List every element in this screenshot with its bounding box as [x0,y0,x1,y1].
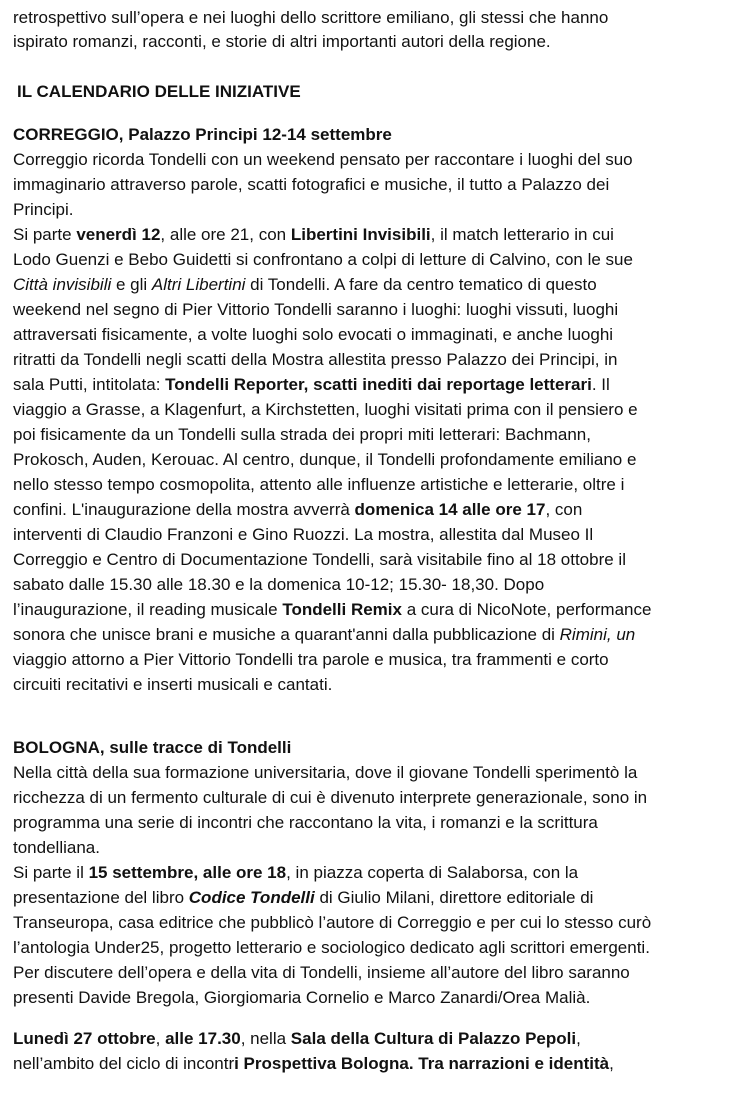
text-run: Si parte il [13,863,89,882]
text-line [13,1027,581,1051]
text-line [13,911,651,935]
text-run: , nella [240,1029,291,1048]
text-line [13,673,332,697]
text-run: , con [545,500,583,519]
text-run: ritratti da Tondelli negli scatti della Mostra allestita presso Palazzo dei Principi, in [13,350,618,369]
text-run: ricchezza di un fermento culturale di cui è divenuto interprete generazionale, sono in [13,788,648,807]
text-run: sabato dalle 15.30 alle 18.30 e la domenica 10-12; 15.30- 18,30. Dopo [13,575,545,594]
bold-italic-text: Codice Tondelli [188,888,315,907]
subsection-heading [13,123,392,147]
text-line [13,298,618,322]
bold-text: IL CALENDARIO DELLE INIZIATIVE [17,82,301,101]
text-line [13,598,651,622]
text-run: a cura di NicoNote, performance [401,600,652,619]
text-run: nello stesso tempo cosmopolita, attento alle influenze artistiche e letterarie, oltre i [13,475,625,494]
text-run: nell’ambito del ciclo di incontr [13,1054,235,1073]
text-line [13,811,598,835]
text-line [13,986,590,1010]
section-heading [17,80,301,104]
text-run: interventi di Claudio Franzoni e Gino Ruozzi. La mostra, allestita dal Museo Il [13,525,594,544]
text-run: l’inaugurazione, il reading musicale [13,600,283,619]
text-line [13,423,591,447]
bold-text: Libertini Invisibili [290,225,431,244]
text-run: programma una serie di incontri che raccontano la vita, i romanzi e la scrittura [13,813,598,832]
text-line [13,623,635,647]
text-run: circuiti recitativi e inserti musicali e cantati. [13,675,333,694]
bold-text: Sala della Cultura di Palazzo Pepoli [290,1029,577,1048]
text-run: . Il [591,375,610,394]
text-run: e gli [111,275,152,294]
text-line [13,448,636,472]
text-line [13,198,73,222]
bold-text: CORREGGIO, Palazzo Principi 12-14 settembre [13,125,392,144]
text-line [13,273,597,297]
bold-text: 15 settembre, alle ore 18 [88,863,287,882]
text-run: , [155,1029,166,1048]
bold-text: alle 17.30 [165,1029,241,1048]
text-run: poi fisicamente da un Tondelli sulla strada dei propri miti letterari: Bachmann, [13,425,591,444]
text-run: viaggio attorno a Pier Vittorio Tondelli tra parole e musica, tra frammenti e corto [13,650,609,669]
text-run: confini. L'inaugurazione della mostra avverrà [13,500,355,519]
text-line [13,886,593,910]
bold-text: domenica 14 alle ore 17 [354,500,546,519]
text-run: Transeuropa, casa editrice che pubblicò l’autore di Correggio e per cui lo stesso curò [13,913,652,932]
text-run: immaginario attraverso parole, scatti fotografici e musiche, il tutto a Palazzo dei [13,175,610,194]
text-run: , alle ore 21, con [160,225,291,244]
text-line [13,248,633,272]
text-line [13,398,638,422]
text-run: , [576,1029,581,1048]
text-line [13,573,544,597]
bold-text: BOLOGNA, sulle tracce di Tondelli [13,738,292,757]
text-line [13,148,633,172]
italic-text: Rimini, un [559,625,636,644]
text-run: sala Putti, intitolata: [13,375,166,394]
text-line [13,323,613,347]
bold-text: Tondelli Remix [282,600,402,619]
text-line [13,648,609,672]
text-line [13,523,593,547]
text-run: Correggio ricorda Tondelli con un weekend pensato per raccontare i luoghi del suo [13,150,633,169]
text-line [13,786,647,810]
text-line [13,836,100,860]
text-run: , in piazza coperta di Salaborsa, con la [286,863,579,882]
text-run: Nella città della sua formazione universitaria, dove il giovane Tondelli sperimentò la [13,763,638,782]
text-run: di Tondelli. A fare da centro tematico di questo [245,275,597,294]
text-line [13,936,650,960]
text-run: Correggio e Centro di Documentazione Tondelli, sarà visitabile fino al 18 ottobre il [13,550,626,569]
text-run: , il match letterario in cui [430,225,614,244]
italic-text: Altri Libertini [151,275,246,294]
text-line [13,761,637,785]
text-run: Si parte [13,225,77,244]
text-run: Per discutere dell’opera e della vita di Tondelli, insieme all’autore del libro saranno [13,963,630,982]
text-run: Principi. [13,200,74,219]
text-line [13,1052,614,1076]
text-line [13,473,624,497]
text-run: Prokosch, Auden, Kerouac. Al centro, dunque, il Tondelli profondamente emiliano e [13,450,637,469]
text-run: viaggio a Grasse, a Klagenfurt, a Kirchstetten, luoghi visitati prima con il pensiero e [13,400,638,419]
text-line [13,348,617,372]
text-line [13,548,626,572]
bold-text: venerdì 12 [76,225,161,244]
text-line [13,373,610,397]
text-run: tondelliana. [13,838,100,857]
bold-text: Tondelli Reporter, scatti inediti dai reportage letterari [165,375,592,394]
subsection-heading [13,736,291,760]
text-run: weekend nel segno di Pier Vittorio Tondelli saranno i luoghi: luoghi vissuti, luoghi [13,300,619,319]
text-line [13,30,551,54]
text-line [13,223,614,247]
bold-text: i Prospettiva Bologna. Tra narrazioni e identità [234,1054,610,1073]
text-run: Lodo Guenzi e Bebo Guidetti si confrontano a colpi di letture di Calvino, con le sue [13,250,633,269]
text-run: l’antologia Under25, progetto letterario e sociologico dedicato agli scrittori emergenti. [13,938,650,957]
text-run: di Giulio Milani, direttore editoriale di [314,888,594,907]
text-line [13,173,609,197]
text-run: sonora che unisce brani e musiche a quarant'anni dalla pubblicazione di [13,625,560,644]
text-run: presenti Davide Bregola, Giorgiomaria Cornelio e Marco Zanardi/Orea Malià. [13,988,591,1007]
text-line [13,861,578,885]
text-run: ispirato romanzi, racconti, e storie di altri importanti autori della regione. [13,32,551,51]
italic-text: Città invisibili [13,275,112,294]
text-run: , [609,1054,614,1073]
text-run: attraversati fisicamente, a volte luoghi solo evocati o immaginati, e anche luoghi [13,325,614,344]
text-run: presentazione del libro [13,888,189,907]
text-line [13,498,582,522]
text-line [13,6,608,30]
text-line [13,961,630,985]
text-run: retrospettivo sull’opera e nei luoghi dello scrittore emiliano, gli stessi che hanno [13,8,609,27]
bold-text: Lunedì 27 ottobre [13,1029,156,1048]
